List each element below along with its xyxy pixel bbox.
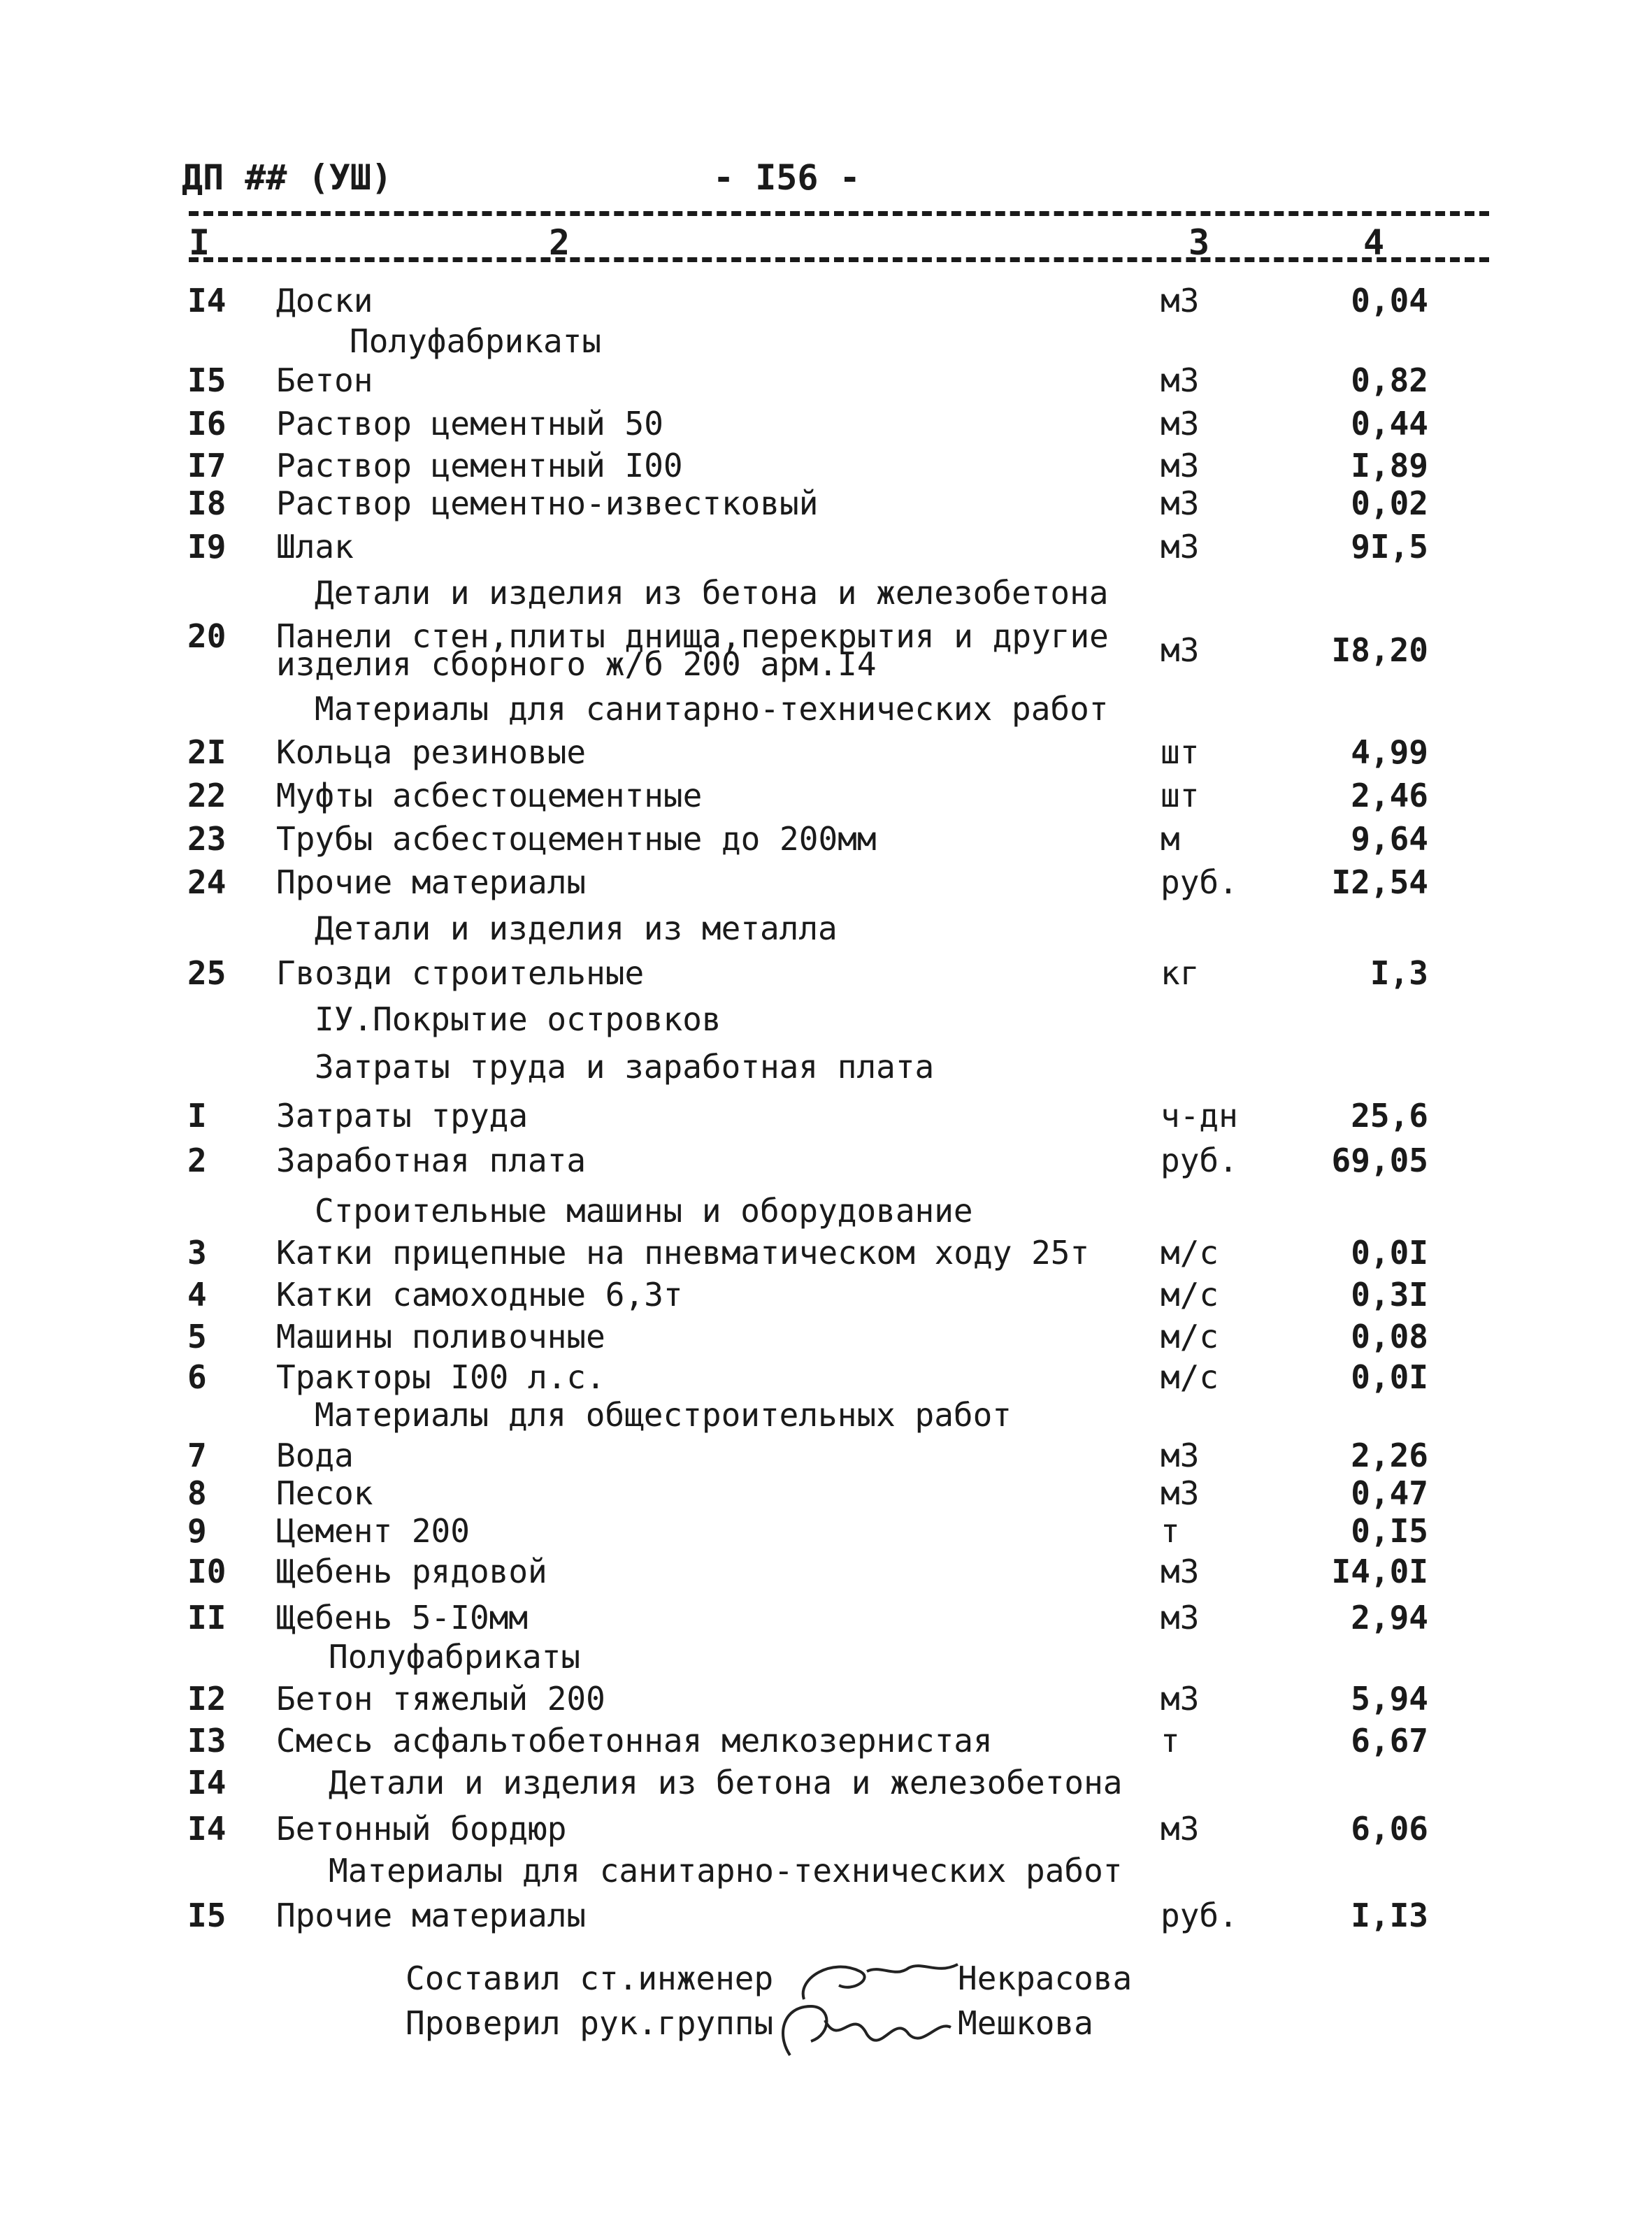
row-unit: м3 bbox=[1161, 1553, 1200, 1590]
section-heading: Полуфабрикаты bbox=[329, 1638, 581, 1676]
table-row bbox=[0, 1472, 1652, 1514]
row-value: 9I,5 bbox=[1351, 528, 1428, 566]
section-heading: Полуфабрикаты bbox=[350, 322, 602, 360]
document-code: ДП ## (УШ) bbox=[182, 157, 393, 198]
section-heading: Материалы для санитарно-технических работ bbox=[315, 690, 1109, 728]
table-row bbox=[0, 482, 1652, 524]
row-value: 69,05 bbox=[1331, 1142, 1428, 1179]
row-value: 2,26 bbox=[1351, 1437, 1428, 1474]
row-number: 2I bbox=[187, 733, 227, 771]
row-number: 8 bbox=[187, 1474, 207, 1512]
row-value: 0,0I bbox=[1351, 1358, 1428, 1396]
row-number: I4 bbox=[187, 1810, 227, 1848]
row-unit: руб. bbox=[1161, 1897, 1238, 1934]
row-value: 0,0I bbox=[1351, 1234, 1428, 1272]
row-name: Песок bbox=[276, 1474, 373, 1512]
table-row bbox=[0, 1356, 1652, 1398]
section-heading: IУ.Покрытие островков bbox=[315, 1000, 721, 1038]
row-unit: м/с bbox=[1161, 1358, 1219, 1396]
row-value: 0,82 bbox=[1351, 361, 1428, 399]
table-row bbox=[0, 1232, 1652, 1274]
row-number: 3 bbox=[187, 1234, 207, 1272]
row-value: 25,6 bbox=[1351, 1097, 1428, 1135]
row-number: I2 bbox=[187, 1680, 227, 1718]
compiled-by-label: Составил ст.инженер bbox=[405, 1959, 774, 1997]
row-name: Заработная плата bbox=[276, 1142, 587, 1179]
row-value: I8,20 bbox=[1331, 631, 1428, 669]
row-name: Затраты труда bbox=[276, 1097, 529, 1135]
row-name: Катки самоходные 6,3т bbox=[276, 1276, 683, 1314]
row-unit: т bbox=[1161, 1722, 1180, 1760]
row-name: Гвозди строительные bbox=[276, 954, 645, 992]
table-row bbox=[0, 1597, 1652, 1639]
row-value: I2,54 bbox=[1331, 863, 1428, 901]
row-number: I3 bbox=[187, 1722, 227, 1760]
section-heading: Детали и изделия из бетона и железобетона bbox=[329, 1764, 1123, 1801]
row-value: 0,08 bbox=[1351, 1318, 1428, 1355]
row-value: 5,94 bbox=[1351, 1680, 1428, 1718]
row-name: Шлак bbox=[276, 528, 354, 566]
section-heading-row bbox=[0, 1762, 1652, 1804]
row-unit: м3 bbox=[1161, 528, 1200, 566]
table-row bbox=[0, 526, 1652, 568]
signature-meshkova bbox=[769, 1992, 965, 2069]
row-number: 20 bbox=[187, 617, 227, 655]
row-name: Кольца резиновые bbox=[276, 733, 587, 771]
row-unit: кг bbox=[1161, 954, 1200, 992]
table-row bbox=[0, 1551, 1652, 1592]
row-unit: руб. bbox=[1161, 1142, 1238, 1179]
row-number: 6 bbox=[187, 1358, 207, 1396]
row-name: Раствор цементный 50 bbox=[276, 405, 663, 443]
row-number: I7 bbox=[187, 447, 227, 484]
table-row bbox=[0, 1510, 1652, 1552]
row-number: 5 bbox=[187, 1318, 207, 1355]
table-row bbox=[0, 1434, 1652, 1476]
table-row bbox=[0, 818, 1652, 860]
checked-by-name: Мешкова bbox=[958, 2004, 1093, 2042]
row-number: I5 bbox=[187, 1897, 227, 1934]
row-name: Катки прицепные на пневматическом ходу 25т bbox=[276, 1234, 1090, 1272]
row-number: 7 bbox=[187, 1437, 207, 1474]
row-value: I,I3 bbox=[1351, 1897, 1428, 1934]
table-row bbox=[0, 1678, 1652, 1720]
row-unit: м3 bbox=[1161, 282, 1200, 319]
row-number: 24 bbox=[187, 863, 227, 901]
row-name: Панели стен,плиты днища,перекрытия и другие изделия сборного ж/б 200 арм.I4 bbox=[276, 617, 1109, 683]
column-header-2: 2 bbox=[549, 222, 570, 263]
row-unit: м3 bbox=[1161, 447, 1200, 484]
row-value: 9,64 bbox=[1351, 820, 1428, 858]
row-unit: м3 bbox=[1161, 361, 1200, 399]
row-unit: м3 bbox=[1161, 1680, 1200, 1718]
row-number: 4 bbox=[187, 1276, 207, 1314]
row-name: Раствор цементный I00 bbox=[276, 447, 683, 484]
table-row bbox=[0, 775, 1652, 817]
table-row bbox=[0, 359, 1652, 401]
section-heading: Строительные машины и оборудование bbox=[315, 1192, 973, 1230]
row-value: 2,94 bbox=[1351, 1599, 1428, 1636]
row-unit: м3 bbox=[1161, 1810, 1200, 1848]
row-number: I6 bbox=[187, 405, 227, 443]
column-header-4: 4 bbox=[1363, 222, 1385, 263]
table-row bbox=[0, 731, 1652, 773]
row-value: I4,0I bbox=[1331, 1553, 1428, 1590]
row-value: 0,02 bbox=[1351, 484, 1428, 522]
row-value: 2,46 bbox=[1351, 777, 1428, 814]
row-unit: ч-дн bbox=[1161, 1097, 1238, 1135]
row-name: Щебень 5-I0мм bbox=[276, 1599, 529, 1636]
row-name: Щебень рядовой bbox=[276, 1553, 547, 1590]
row-value: 6,06 bbox=[1351, 1810, 1428, 1848]
table-row bbox=[0, 952, 1652, 994]
row-number: I5 bbox=[187, 361, 227, 399]
row-value: 6,67 bbox=[1351, 1722, 1428, 1760]
section-heading: Материалы для санитарно-технических работ bbox=[329, 1852, 1123, 1890]
row-unit: м3 bbox=[1161, 405, 1200, 443]
row-value: I,89 bbox=[1351, 447, 1428, 484]
row-name: Бетон bbox=[276, 361, 373, 399]
row-name: Доски bbox=[276, 282, 373, 319]
row-unit: м/с bbox=[1161, 1318, 1219, 1355]
table-row bbox=[0, 1720, 1652, 1762]
table-row bbox=[0, 861, 1652, 903]
row-number: I4 bbox=[187, 282, 227, 319]
row-unit: руб. bbox=[1161, 863, 1238, 901]
row-number: 22 bbox=[187, 777, 227, 814]
table-row bbox=[0, 403, 1652, 445]
row-value: I,3 bbox=[1370, 954, 1428, 992]
column-header-1: I bbox=[189, 222, 210, 263]
row-name: Вода bbox=[276, 1437, 354, 1474]
checked-by-label: Проверил рук.группы bbox=[405, 2004, 774, 2042]
row-unit: м/с bbox=[1161, 1234, 1219, 1272]
row-number: I4 bbox=[187, 1764, 227, 1801]
row-name: Муфты асбестоцементные bbox=[276, 777, 703, 814]
row-unit: т bbox=[1161, 1512, 1180, 1550]
table-row bbox=[0, 280, 1652, 322]
table-top-rule bbox=[189, 211, 1489, 216]
row-name: Бетон тяжелый 200 bbox=[276, 1680, 605, 1718]
row-number: 9 bbox=[187, 1512, 207, 1550]
row-value: 0,44 bbox=[1351, 405, 1428, 443]
column-header-3: 3 bbox=[1188, 222, 1210, 263]
section-heading: Детали и изделия из бетона и железобетона bbox=[315, 574, 1109, 612]
table-header-rule bbox=[189, 257, 1489, 262]
row-name: Трубы асбестоцементные до 200мм bbox=[276, 820, 877, 858]
row-value: 0,3I bbox=[1351, 1276, 1428, 1314]
row-unit: м/с bbox=[1161, 1276, 1219, 1314]
table-row bbox=[0, 1894, 1652, 1936]
row-value: 0,04 bbox=[1351, 282, 1428, 319]
row-number: 23 bbox=[187, 820, 227, 858]
compiled-by-name: Некрасова bbox=[958, 1959, 1133, 1997]
table-row bbox=[0, 445, 1652, 487]
row-name: Тракторы I00 л.с. bbox=[276, 1358, 605, 1396]
row-name: Смесь асфальтобетонная мелкозернистая bbox=[276, 1722, 993, 1760]
section-heading: Материалы для общестроительных работ bbox=[315, 1396, 1012, 1434]
row-unit: м bbox=[1161, 820, 1180, 858]
section-heading: Затраты труда и заработная плата bbox=[315, 1048, 935, 1086]
row-value: 4,99 bbox=[1351, 733, 1428, 771]
row-number: I bbox=[187, 1097, 207, 1135]
table-row bbox=[0, 1139, 1652, 1181]
row-name: Машины поливочные bbox=[276, 1318, 605, 1355]
row-name: Бетонный бордюр bbox=[276, 1810, 567, 1848]
row-unit: м3 bbox=[1161, 631, 1200, 669]
row-value: 0,47 bbox=[1351, 1474, 1428, 1512]
row-number: 25 bbox=[187, 954, 227, 992]
section-heading: Детали и изделия из металла bbox=[315, 909, 838, 947]
row-name: Прочие материалы bbox=[276, 863, 587, 901]
table-row bbox=[0, 617, 1652, 683]
row-name: Раствор цементно-известковый bbox=[276, 484, 819, 522]
table-row bbox=[0, 1316, 1652, 1358]
table-row bbox=[0, 1274, 1652, 1316]
row-number: I9 bbox=[187, 528, 227, 566]
row-name: Прочие материалы bbox=[276, 1897, 587, 1934]
row-unit: шт bbox=[1161, 733, 1200, 771]
row-value: 0,I5 bbox=[1351, 1512, 1428, 1550]
row-unit: м3 bbox=[1161, 1599, 1200, 1636]
table-row bbox=[0, 1808, 1652, 1850]
row-name: Цемент 200 bbox=[276, 1512, 470, 1550]
row-unit: шт bbox=[1161, 777, 1200, 814]
table-row bbox=[0, 1095, 1652, 1137]
row-unit: м3 bbox=[1161, 484, 1200, 522]
row-unit: м3 bbox=[1161, 1437, 1200, 1474]
row-number: II bbox=[187, 1599, 227, 1636]
row-number: 2 bbox=[187, 1142, 207, 1179]
page-number: - I56 - bbox=[713, 157, 861, 198]
row-number: I8 bbox=[187, 484, 227, 522]
row-unit: м3 bbox=[1161, 1474, 1200, 1512]
row-number: I0 bbox=[187, 1553, 227, 1590]
